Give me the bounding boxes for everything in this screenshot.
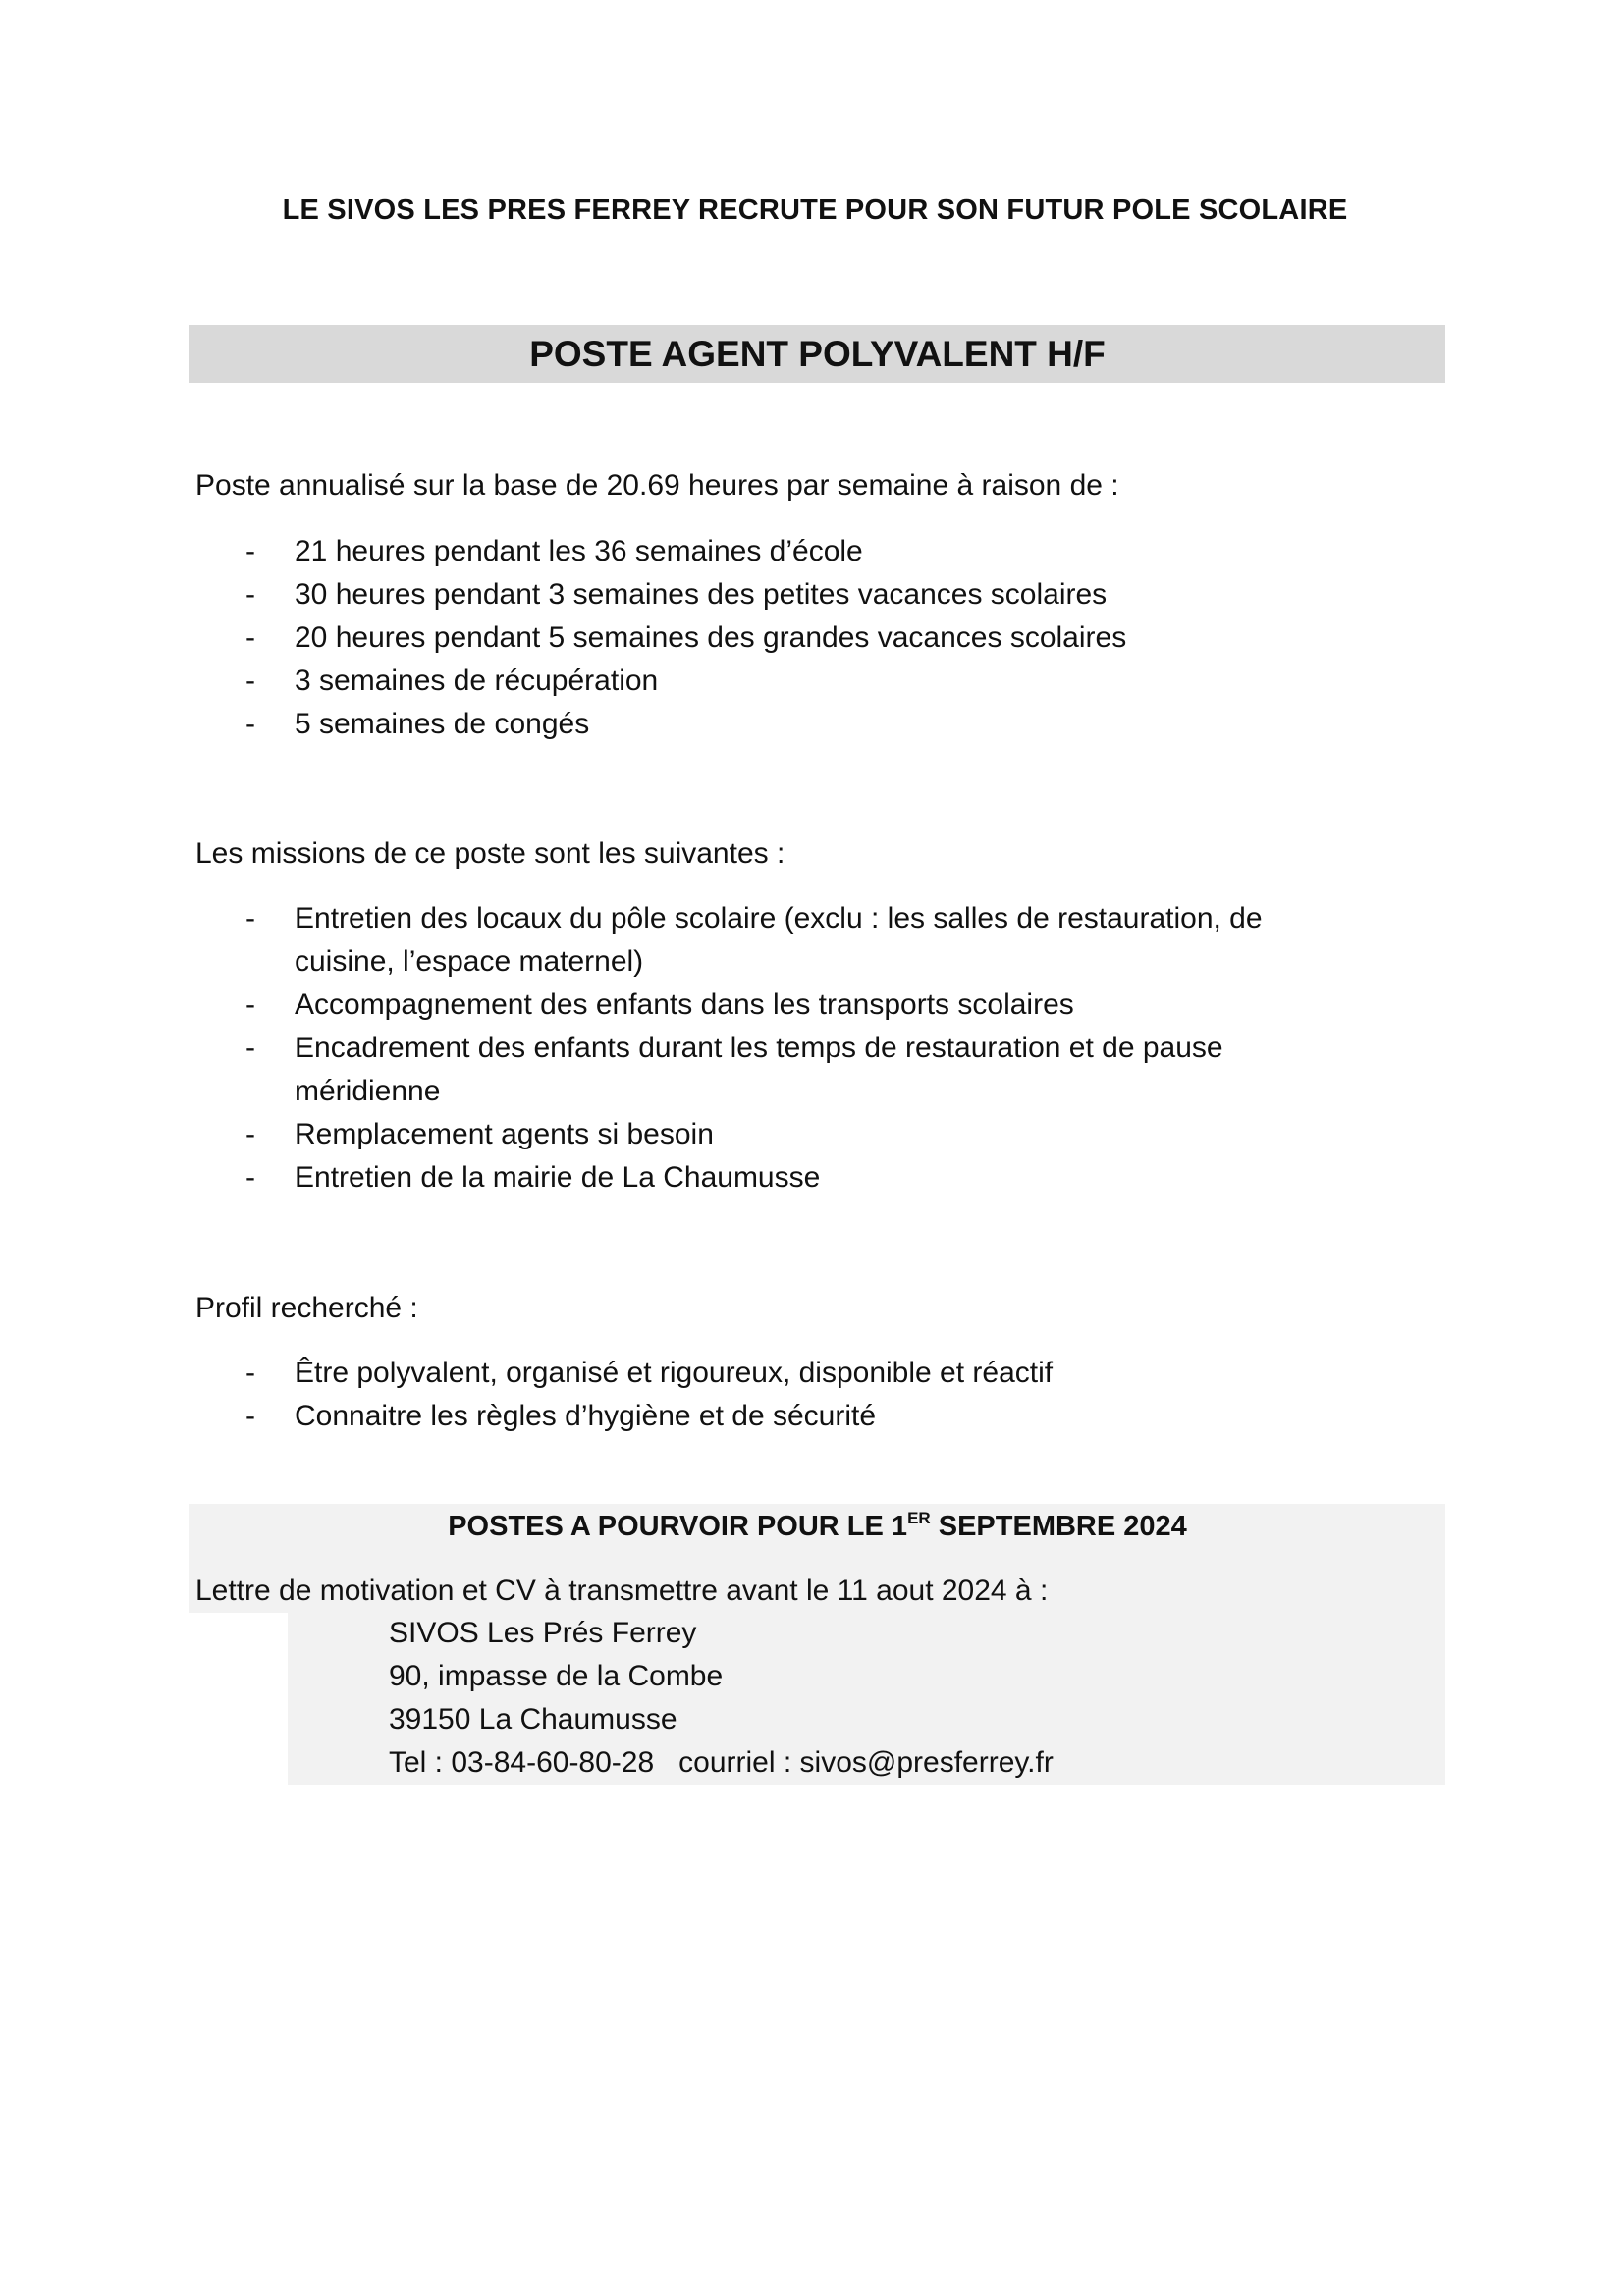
job-title-banner: POSTE AGENT POLYVALENT H/F [189, 325, 1445, 383]
bullet-dash: - [245, 665, 255, 697]
address-city: 39150 La Chaumusse [389, 1703, 677, 1735]
address-contact: Tel : 03-84-60-80-28 courriel : sivos@presferrey.fr [389, 1746, 1054, 1779]
bullet-dash: - [245, 708, 255, 740]
header-title: LE SIVOS LES PRES FERREY RECRUTE POUR SON FUTUR POLE SCOLAIRE [282, 194, 1348, 226]
address-org: SIVOS Les Prés Ferrey [389, 1617, 697, 1649]
list-item: - Connaitre les règles d’hygiène et de sécurité [195, 1395, 1433, 1438]
schedule-intro: Poste annualisé sur la base de 20.69 heures par semaine à raison de : [195, 469, 1119, 502]
list-item: - Être polyvalent, organisé et rigoureux, disponible et réactif [195, 1352, 1433, 1395]
bullet-dash: - [245, 1400, 255, 1432]
list-item: - Entretien des locaux du pôle scolaire (exclu : les salles de restauration, de cuisine, l’espace maternel) [195, 897, 1354, 984]
application-instruction: Lettre de motivation et CV à transmettre avant le 11 aout 2024 à : [195, 1575, 1049, 1607]
list-item: - 3 semaines de récupération [195, 660, 1433, 703]
bullet-dash: - [245, 621, 255, 654]
profile-list [195, 1352, 1433, 1438]
bullet-dash: - [245, 988, 255, 1021]
list-item: - 5 semaines de congés [195, 703, 1433, 746]
list-item: - Remplacement agents si besoin [195, 1113, 1354, 1156]
bullet-dash: - [245, 1032, 255, 1064]
list-item: - 21 heures pendant les 36 semaines d’école [195, 530, 1433, 573]
missions-intro: Les missions de ce poste sont les suivantes : [195, 837, 785, 870]
deadline-title: POSTES A POURVOIR POUR LE 1ER SEPTEMBRE 2024 [448, 1509, 1187, 1542]
contact-address [389, 1612, 1054, 1785]
list-item: - 30 heures pendant 3 semaines des petites vacances scolaires [195, 573, 1433, 616]
list-item: - Entretien de la mairie de La Chaumusse [195, 1156, 1354, 1200]
bullet-dash: - [245, 1357, 255, 1389]
bullet-dash: - [245, 902, 255, 934]
profile-intro: Profil recherché : [195, 1292, 418, 1324]
address-street: 90, impasse de la Combe [389, 1660, 724, 1692]
bullet-dash: - [245, 1118, 255, 1150]
list-item: - Encadrement des enfants durant les temps de restauration et de pause méridienne [195, 1027, 1354, 1113]
list-item: - Accompagnement des enfants dans les transports scolaires [195, 984, 1354, 1027]
deadline-superscript: ER [907, 1509, 931, 1527]
schedule-list [195, 530, 1433, 746]
bullet-dash: - [245, 1161, 255, 1194]
list-item: - 20 heures pendant 5 semaines des grandes vacances scolaires [195, 616, 1433, 660]
bullet-dash: - [245, 578, 255, 611]
bullet-dash: - [245, 535, 255, 567]
missions-list [195, 897, 1354, 1200]
